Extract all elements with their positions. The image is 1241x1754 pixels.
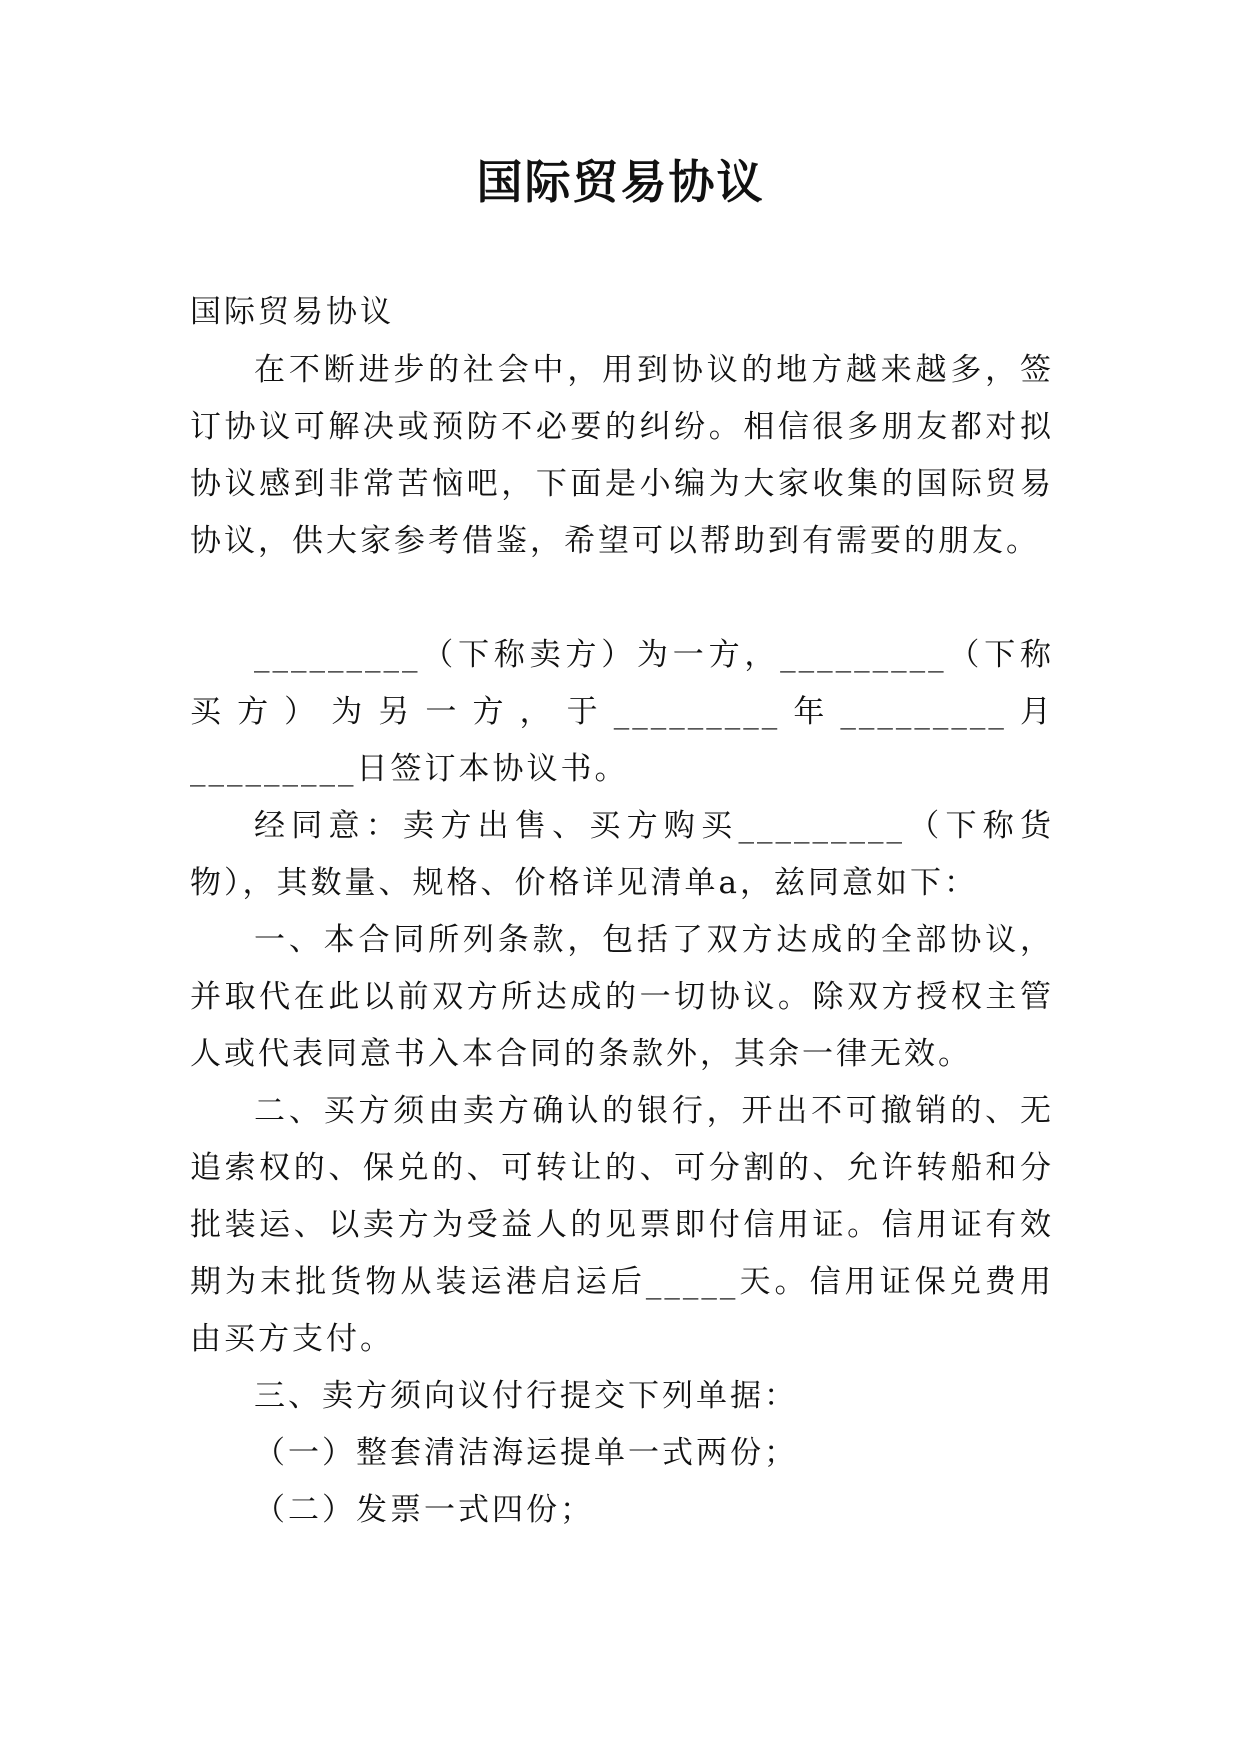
clause-3: 三、卖方须向议付行提交下列单据： <box>254 1378 798 1414</box>
parties-paragraph: _________（下称卖方）为一方，_________（下称买方）为另一方，于_________年_________月_________日签订本协议书。 <box>190 637 1054 787</box>
clause-3-item-1: （一）整套清洁海运提单一式两份； <box>254 1435 798 1471</box>
clause-3-item-2: （二）发票一式四份； <box>254 1492 594 1528</box>
intro-heading: 国际贸易协议 <box>190 294 394 330</box>
clause-2: 二、买方须由卖方确认的银行，开出不可撤销的、无追索权的、保兑的、可转让的、可分割的、允许转船和分批装运、以卖方为受益人的见票即付信用证。信用证有效期为末批货物从装运港启运后_____天。信用证保兑费用由买方支付。 <box>190 1093 1054 1357</box>
document-body <box>190 284 1054 1539</box>
agreement-paragraph: 经同意：卖方出售、买方购买_________（下称货物），其数量、规格、价格详见清单a，兹同意如下： <box>190 808 1054 901</box>
clause-1: 一、本合同所列条款，包括了双方达成的全部协议，并取代在此以前双方所达成的一切协议。除双方授权主管人或代表同意书入本合同的条款外，其余一律无效。 <box>190 922 1054 1072</box>
document-title: 国际贸易协议 <box>476 155 765 209</box>
intro-paragraph: 在不断进步的社会中，用到协议的地方越来越多，签订协议可解决或预防不必要的纠纷。相信很多朋友都对拟协议感到非常苦恼吧，下面是小编为大家收集的国际贸易协议，供大家参考借鉴，希望可以帮助到有需要的朋友。 <box>190 352 1054 559</box>
